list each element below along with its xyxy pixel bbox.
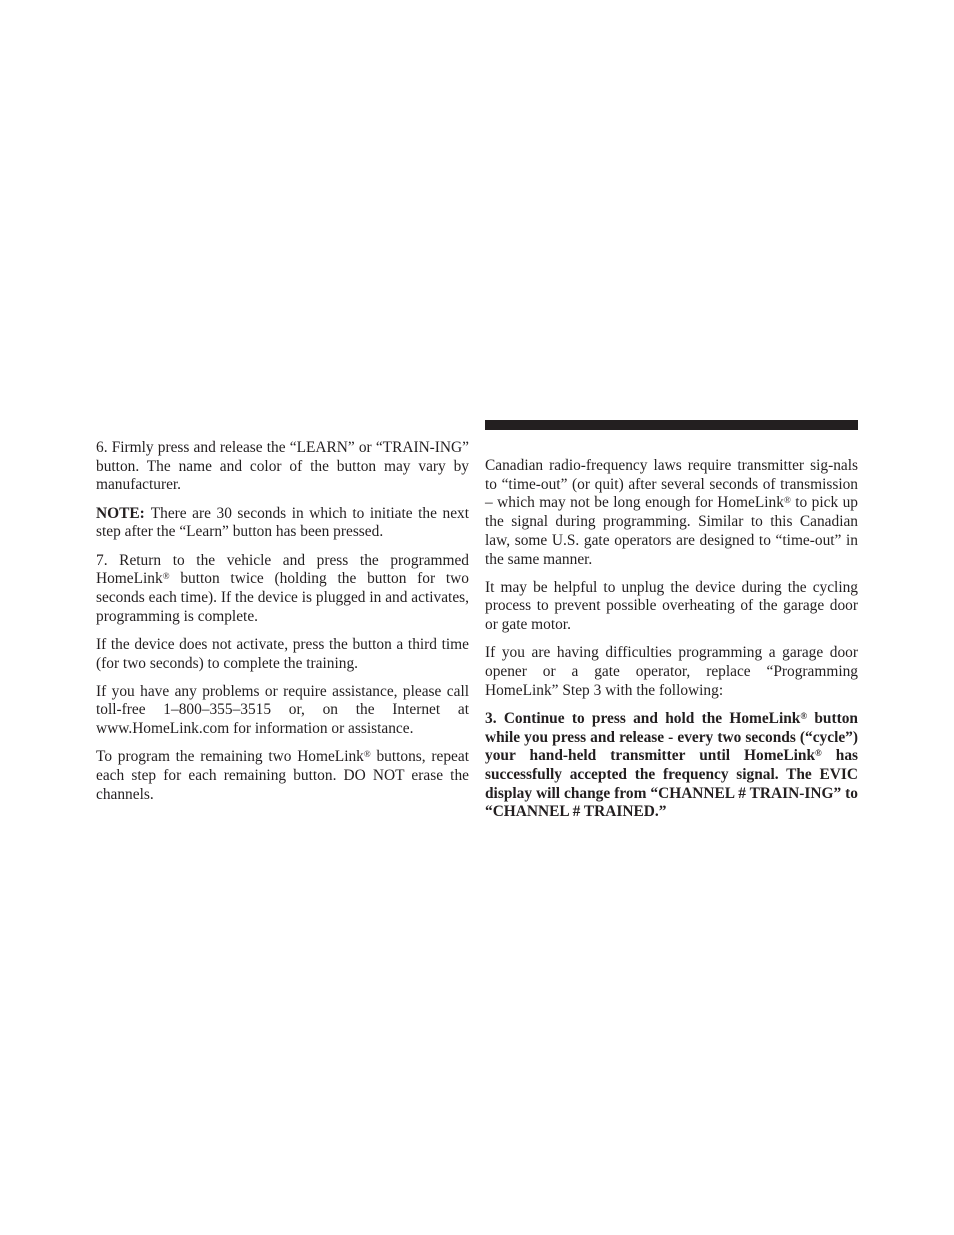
step-7-text-end: button twice (holding the button for two seconds each time). If the device is plugged in and activates, programming is complete. [96,570,469,625]
unplug-paragraph: It may be helpful to unplug the device during the cycling process to prevent possible overheating of the garage door or gate motor. [485,578,858,634]
step-6-paragraph: 6. Firmly press and release the “LEARN” or “TRAIN-ING” button. The name and color of the button may vary by manufacturer. [96,439,469,494]
canadian-law-paragraph [485,457,858,569]
no-activate-paragraph: If the device does not activate, press the button a third time (for two seconds) to complete the training. [96,635,469,672]
step-7-text-start: 7. Return to the vehicle and press the programmed HomeLink [96,551,469,588]
left-column [96,439,469,814]
canadian-text-end: to pick up the signal during programming. Similar to this Canadian law, some U.S. gate operators are designed to “time-out” in the same manner. [485,494,859,568]
remaining-text-end: buttons, repeat each step for each remaining button. DO NOT erase the channels. [96,748,469,803]
step-3-text-middle: button while you press and release - every two seconds (“cycle”) your hand-held transmitter until HomeLink [485,709,858,765]
registered-mark: ® [815,748,822,759]
note-label: NOTE: [96,504,145,522]
registered-mark: ® [162,571,170,582]
remaining-buttons-paragraph [96,748,469,804]
right-column [485,457,858,832]
step-3-paragraph [485,710,858,822]
step-3-text-start: 3. Continue to press and hold the HomeLink [485,709,801,727]
difficulties-paragraph: If you are having difficulties programming a garage door opener or a gate operator, replace “Programming HomeLink” Step 3 with the following: [485,644,858,699]
note-text: There are 30 seconds in which to initiate the next step after the “Learn” button has been pressed. [96,504,469,541]
step-3-text-end: has successfully accepted the frequency signal. The EVIC display will change from “CHANNEL # TRAIN-ING” to “CHANNEL # TRAINED.” [485,747,859,821]
remaining-text-start: To program the remaining two HomeLink [96,748,364,766]
registered-mark: ® [363,749,371,760]
step-7-paragraph [96,552,469,627]
note-paragraph [96,505,469,542]
registered-mark: ® [800,710,808,721]
canadian-text-start: Canadian radio-frequency laws require transmitter sig-nals to “time-out” (or quit) after several seconds of transmission – which may not be long enough for HomeLink [485,457,858,512]
registered-mark: ® [783,495,791,506]
assistance-paragraph: If you have any problems or require assistance, please call toll-free 1–800–355–3515 or, on the Internet at www.HomeLink.com for information or assistance. [96,682,469,738]
section-header-bar [485,420,858,430]
